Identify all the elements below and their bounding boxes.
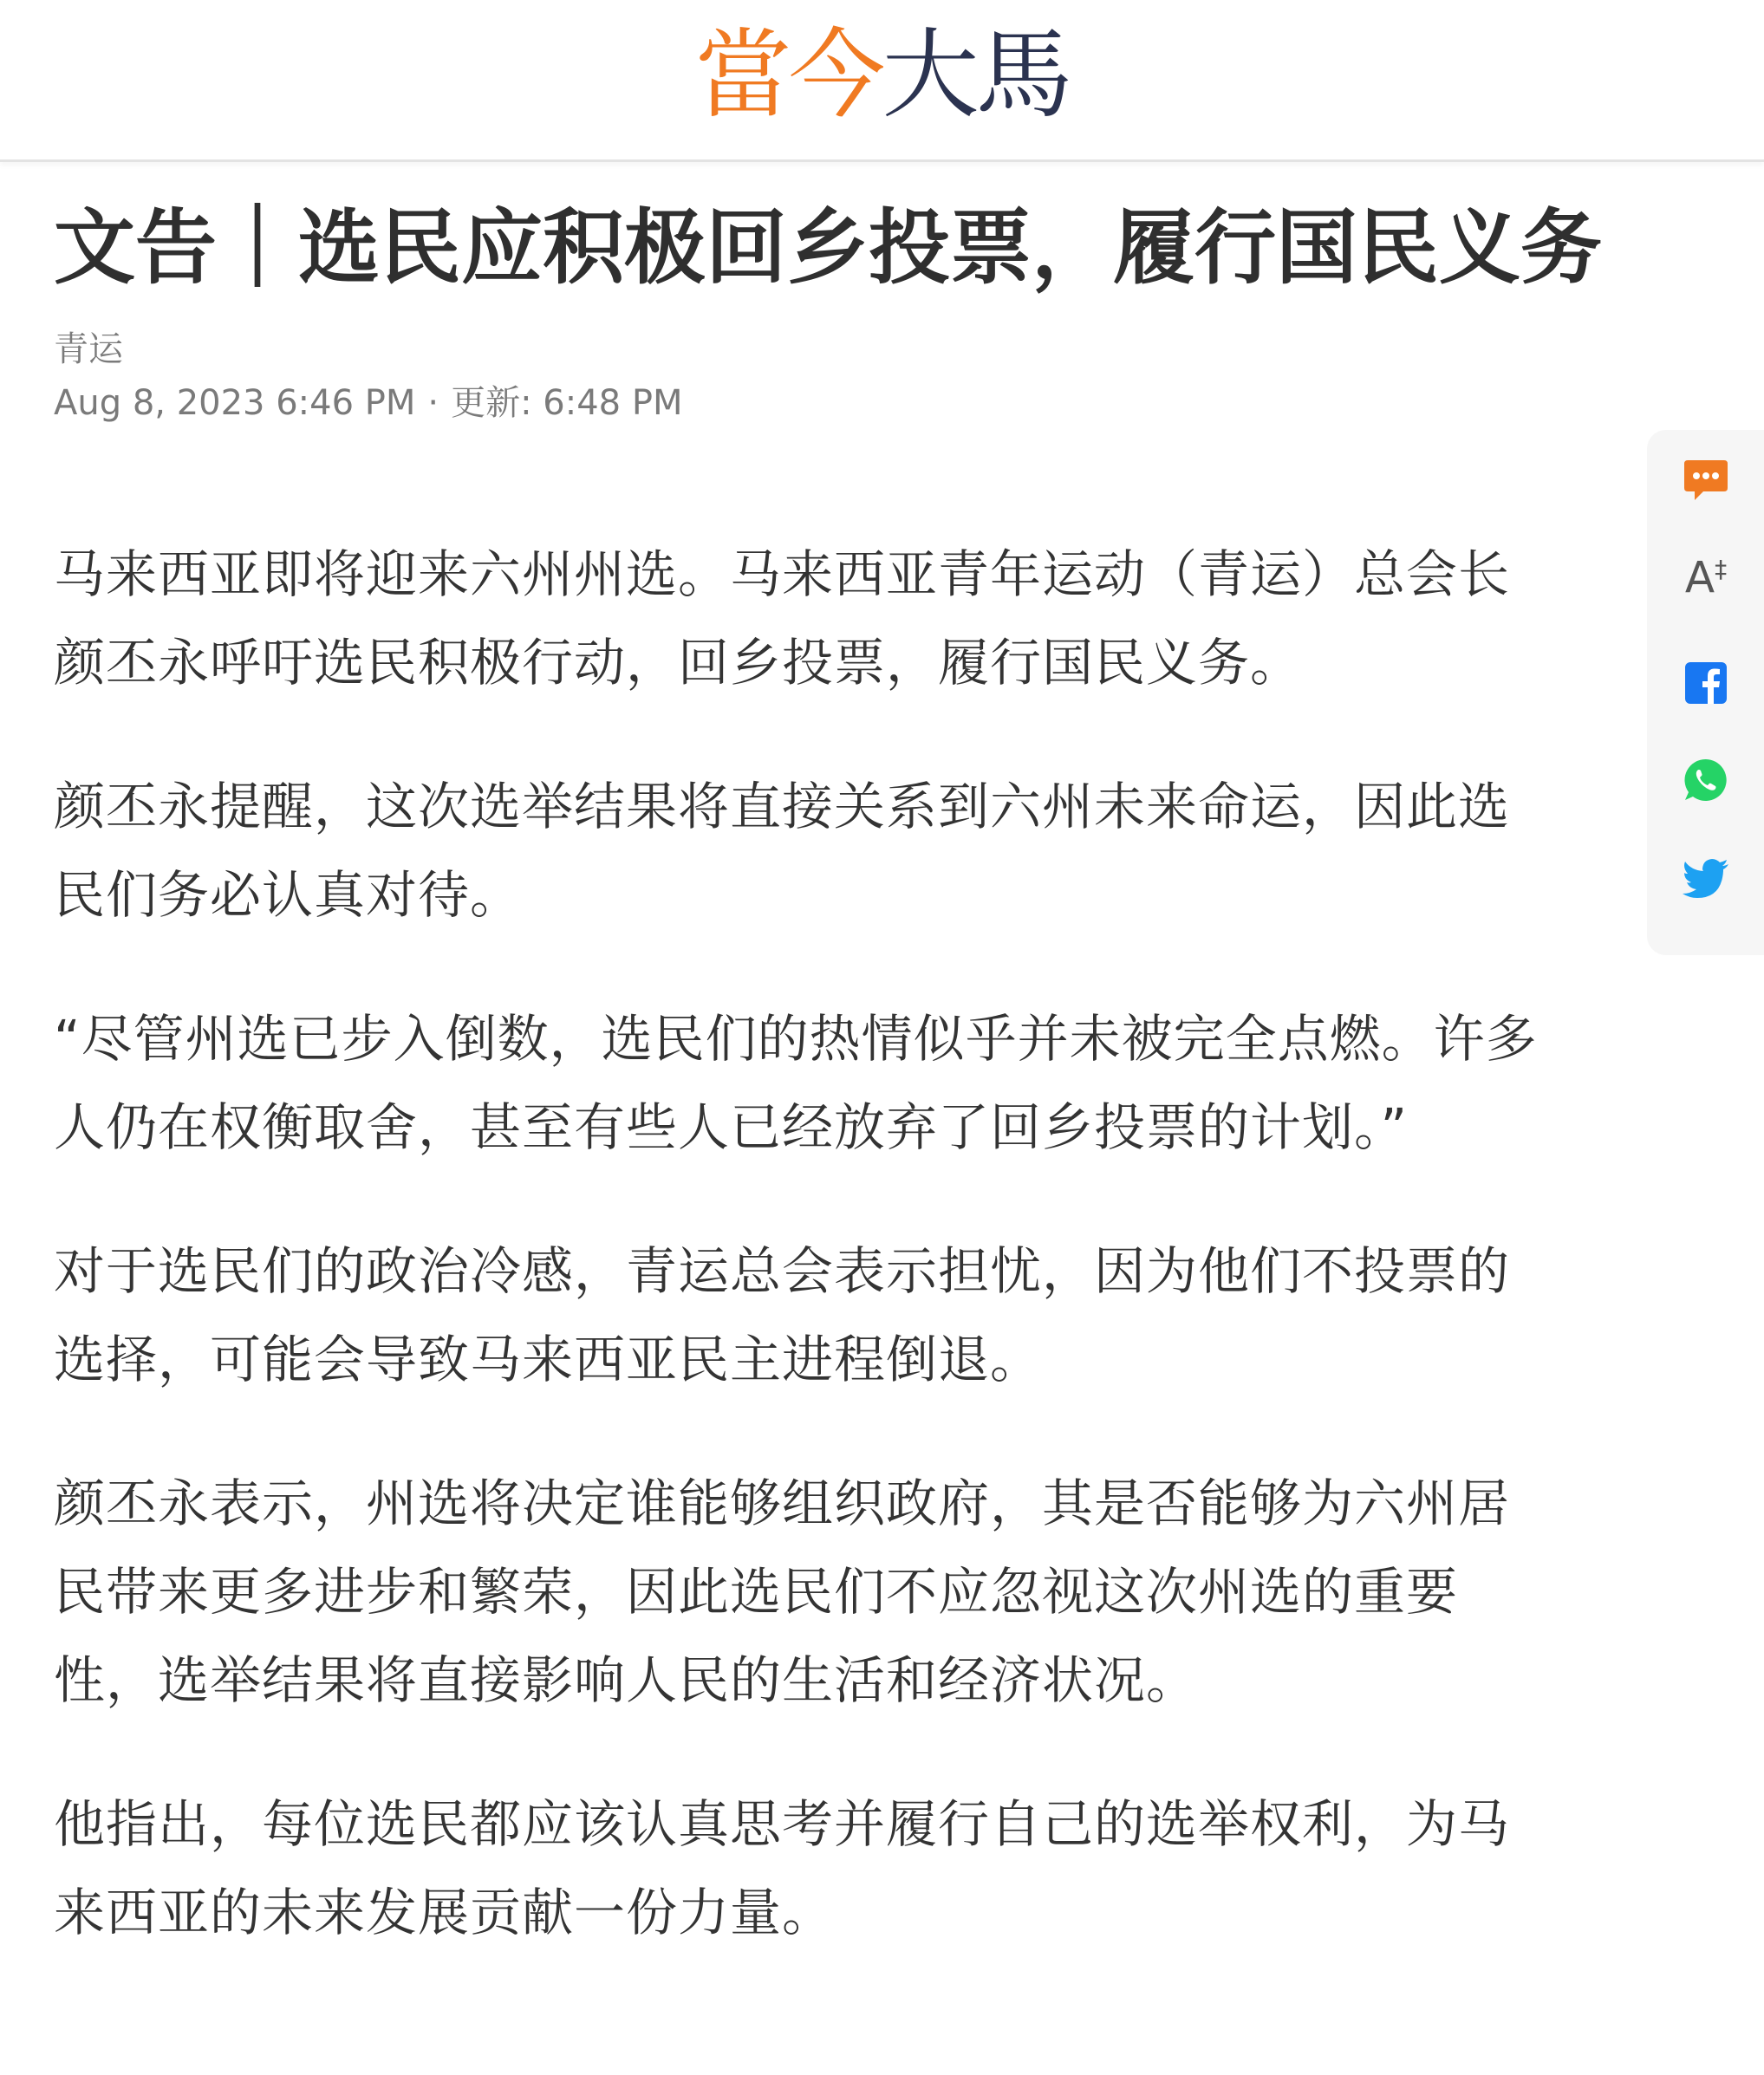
article-dateline: [54, 380, 682, 426]
twitter-icon: [1683, 859, 1729, 899]
article-paragraph: “尽管州选已步入倒数，选民们的热情似乎并未被完全点燃。许多人仍在权衡取舍，甚至有些人已经放弃了回乡投票的计划。”: [54, 1009, 1538, 1157]
article-author[interactable]: 青运: [54, 329, 123, 369]
font-size-button[interactable]: [1680, 548, 1732, 603]
facebook-icon: [1684, 661, 1728, 705]
article-title: 文告｜选民应积极回乡投票，履行国民义务: [54, 201, 1603, 296]
updated-time: 更新: 6:48 PM: [451, 383, 683, 423]
article-paragraph: 对于选民们的政治冷感，青运总会表示担忧，因为他们不投票的选择，可能会导致马来西亚民主进程倒退。: [54, 1241, 1511, 1389]
twitter-share-button[interactable]: [1680, 853, 1732, 905]
comment-icon: [1683, 459, 1729, 502]
article-paragraph: 马来西亚即将迎来六州州选。马来西亚青年运动（青运）总会长颜丕永呼吁选民积极行动，回乡投票，履行国民义务。: [54, 544, 1511, 693]
site-header: [0, 0, 1764, 162]
font-size-label: A: [1684, 552, 1715, 603]
article-paragraph: 他指出，每位选民都应该认真思考并履行自己的选举权利，为马来西亚的未来发展贡献一份力量。: [54, 1794, 1511, 1942]
facebook-share-button[interactable]: [1680, 657, 1732, 709]
published-time: Aug 8, 2023 6:46 PM: [54, 383, 416, 423]
whatsapp-icon: [1683, 757, 1729, 803]
font-size-sup: ‡: [1715, 555, 1728, 584]
share-rail: [1647, 430, 1764, 955]
logo-part-2: 大馬: [882, 19, 1070, 132]
dateline-separator: ·: [427, 383, 439, 423]
font-size-icon: [1685, 543, 1727, 604]
site-logo[interactable]: [0, 19, 1764, 132]
logo-part-1: 當今: [694, 19, 882, 132]
comment-button[interactable]: [1680, 454, 1732, 506]
article-paragraph: 颜丕永表示，州选将决定谁能够组织政府，其是否能够为六州居民带来更多进步和繁荣，因此选民们不应忽视这次州选的重要性，选举结果将直接影响人民的生活和经济状况。: [54, 1473, 1511, 1710]
whatsapp-share-button[interactable]: [1680, 754, 1732, 806]
article-body: [54, 530, 1545, 2013]
article-paragraph: 颜丕永提醒，这次选举结果将直接关系到六州未来命运，因此选民们务必认真对待。: [54, 777, 1511, 925]
